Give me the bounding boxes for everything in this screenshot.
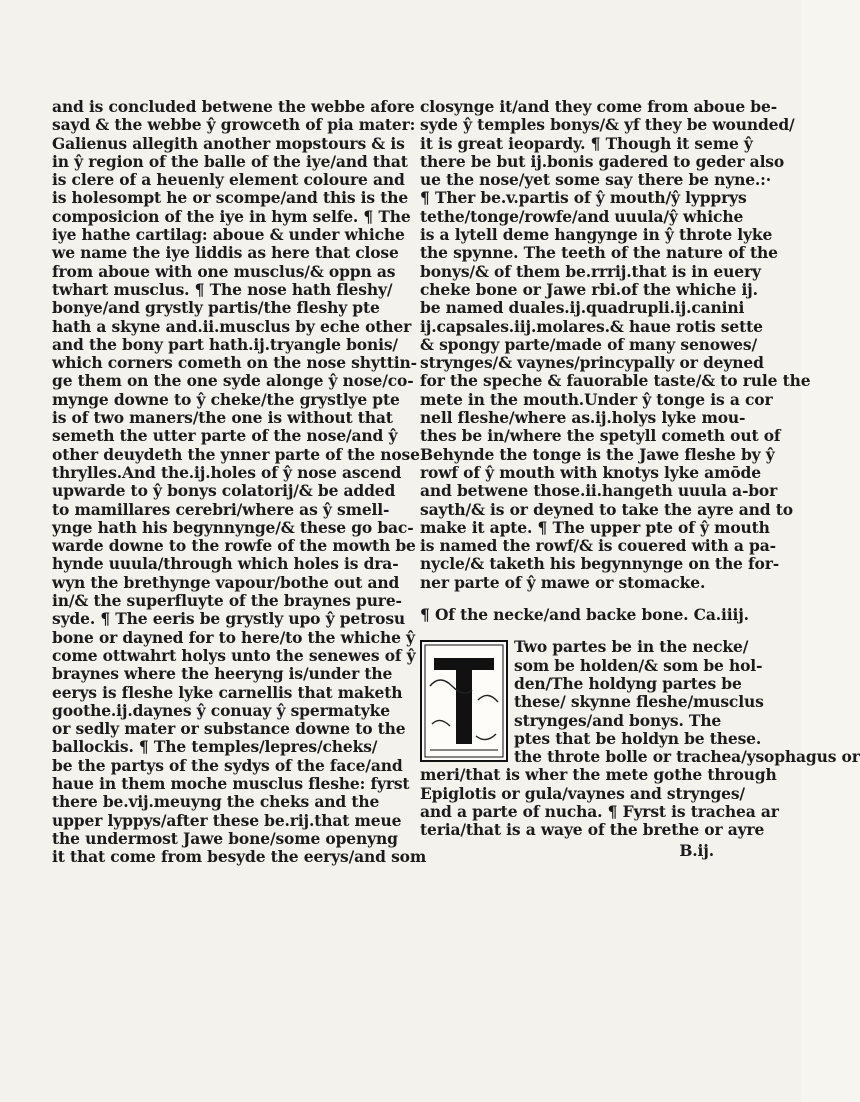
text-line: composicion of the iye in hym selfe. ¶ The <box>52 206 411 226</box>
text-line: make it apte. ¶ The upper pte of ŷ mouth <box>420 517 770 537</box>
text-line: ue the nose/yet some say there be nyne.:· <box>420 170 771 190</box>
woodcut-initial-t-image <box>420 640 508 762</box>
text-line: den/The holdyng partes be <box>514 673 742 693</box>
text-line: ner parte of ŷ mawe or stomacke. <box>420 572 706 592</box>
text-line: bone or dayned for to here/to the whiche ŷ <box>52 627 415 647</box>
text-line: there be but ij.bonis gadered to geder also <box>420 151 785 171</box>
text-line: som be holden/& som be hol- <box>514 655 763 675</box>
text-line: upper lyppys/after these be.rij.that meue <box>52 810 402 830</box>
text-line: these/ skynne fleshe/musclus <box>514 692 764 712</box>
text-line: syde. ¶ The eeris be grystly upo ŷ petrosu <box>52 609 406 629</box>
text-line: hath a skyne and.ii.musclus by eche other <box>52 316 412 336</box>
text-line: warde downe to the rowfe of the mowth be <box>52 536 416 556</box>
right-column-upper-text <box>420 97 811 592</box>
text-line: bonys/& of them be.rrrij.that is in euery <box>420 261 761 281</box>
text-line: the throte bolle or trachea/ysophagus or <box>514 747 860 767</box>
text-line: the undermost Jawe bone/some openyng <box>52 828 398 848</box>
text-line: meri/that is wher the mete gothe through <box>420 765 777 785</box>
text-line: thes be in/where the spetyll cometh out of <box>420 426 781 446</box>
left-text-column <box>52 97 427 867</box>
text-line: syde ŷ temples bonys/& yf they be wounded/ <box>420 115 795 135</box>
text-line: closynge it/and they come from aboue be- <box>420 97 777 116</box>
text-line: semeth the utter parte of the nose/and ŷ <box>52 426 398 446</box>
text-line: to mamillares cerebri/where as ŷ smell- <box>52 499 390 519</box>
text-line: teria/that is a waye of the brethe or ayre <box>420 820 765 840</box>
text-line: braynes where the heeryng is/under the <box>52 664 393 684</box>
text-line: sayth/& is or deyned to take the ayre and to <box>420 499 793 519</box>
text-line: and betwene those.ii.hangeth uuula a-bor <box>420 481 778 501</box>
text-line: ij.capsales.iij.molares.& haue rotis sette <box>420 316 763 336</box>
text-line: which corners cometh on the nose shyttin- <box>52 353 417 373</box>
signature-mark: B.ij. <box>679 840 714 860</box>
text-line: bonye/and grystly partis/the fleshy pte <box>52 298 380 318</box>
text-line: and the bony part hath.ij.tryangle bonis/ <box>52 334 398 354</box>
text-line: is clere of a heuenly element coloure and <box>52 170 405 190</box>
text-line: other deuydeth the ynner parte of the nose <box>52 444 420 464</box>
text-line: mete in the mouth.Under ŷ tonge is a cor <box>420 389 773 409</box>
text-line: in/& the superfluyte of the braynes pure- <box>52 591 402 611</box>
text-line: the spynne. The teeth of the nature of the <box>420 243 778 263</box>
text-line: it that come from besyde the eerys/and som <box>52 847 427 867</box>
text-line: ptes that be holdyn be these. <box>514 728 762 748</box>
text-line: Behynde the tonge is the Jawe fleshe by ŷ <box>420 444 775 464</box>
text-line: thrylles.And the.ij.holes of ŷ nose ascend <box>52 462 402 482</box>
text-line: ¶ Ther be.v.partis of ŷ mouth/ŷ lypprys <box>420 188 747 208</box>
text-line: and a parte of nucha. ¶ Fyrst is trachea ar <box>420 801 779 821</box>
text-line: Two partes be in the necke/ <box>514 637 749 657</box>
right-text-column <box>420 97 860 860</box>
text-line: for the speche & fauorable taste/& to rule the <box>420 371 811 391</box>
text-line: Epiglotis or gula/vaynes and strynges/ <box>420 783 745 803</box>
text-line: sayd & the webbe ŷ growceth of pia mater: <box>52 115 416 135</box>
text-line: is named the rowf/& is couered with a pa- <box>420 536 776 556</box>
text-line: strynges/and bonys. The <box>514 710 722 730</box>
text-line: we name the iye liddis as here that close <box>52 243 399 263</box>
text-line: ballockis. ¶ The temples/lepres/cheks/ <box>52 737 378 757</box>
text-line: rowf of ŷ mouth with knotys lyke amōde <box>420 462 761 482</box>
text-line: ynge hath his begynnynge/& these go bac- <box>52 517 414 537</box>
text-line: tethe/tonge/rowfe/and uuula/ŷ whiche <box>420 206 744 226</box>
text-line: and is concluded betwene the webbe afore <box>52 97 415 116</box>
text-line: be the partys of the sydys of the face/and <box>52 755 403 775</box>
text-line: cheke bone or Jawe rbi.of the whiche ij. <box>420 279 758 299</box>
text-line: or sedly mater or substance downe to the <box>52 719 406 739</box>
text-line: twhart musclus. ¶ The nose hath fleshy/ <box>52 279 393 299</box>
text-line: is a lytell deme hangynge in ŷ throte lyke <box>420 225 773 245</box>
text-line: eerys is fleshe lyke carnellis that maketh <box>52 682 403 702</box>
text-line: & spongy parte/made of many senowes/ <box>420 334 757 354</box>
text-line: there be.vij.meuyng the cheks and the <box>52 792 380 812</box>
text-line: mynge downe to ŷ cheke/the grystlye pte <box>52 389 400 409</box>
text-line: upwarde to ŷ bonys colatorij/& be added <box>52 481 396 501</box>
text-line: Galienus allegith another mopstours & is <box>52 133 405 153</box>
text-line: nycle/& taketh his begynnynge on the for- <box>420 554 780 574</box>
chapter-heading: ¶ Of the necke/and backe bone. Ca.iiij. <box>420 605 749 625</box>
text-line: hynde uuula/through which holes is dra- <box>52 554 399 574</box>
text-line: is holesompt he or scompe/and this is the <box>52 188 409 208</box>
text-line: haue in them moche musclus fleshe: fyrst <box>52 773 410 793</box>
text-line: in ŷ region of the balle of the iye/and that <box>52 151 408 171</box>
text-line: ge them on the one syde alonge ŷ nose/co- <box>52 371 414 391</box>
text-line: it is great ieopardy. ¶ Though it seme ŷ <box>420 133 753 153</box>
text-line: iye hathe cartilag: aboue & under whiche <box>52 225 405 245</box>
text-line: is of two maners/the one is without that <box>52 408 393 428</box>
text-line: from aboue with one musclus/& oppn as <box>52 261 396 281</box>
text-line: come ottwahrt holys unto the senewes of ŷ <box>52 645 416 665</box>
text-line: nell fleshe/where as.ij.holys lyke mou- <box>420 408 746 428</box>
text-line: goothe.ij.daynes ŷ conuay ŷ spermatyke <box>52 700 390 720</box>
text-line: be named duales.ij.quadrupli.ij.canini <box>420 298 745 318</box>
text-line: wyn the brethynge vapour/bothe out and <box>52 572 400 592</box>
text-line: strynges/& vaynes/princypally or deyned <box>420 353 764 373</box>
